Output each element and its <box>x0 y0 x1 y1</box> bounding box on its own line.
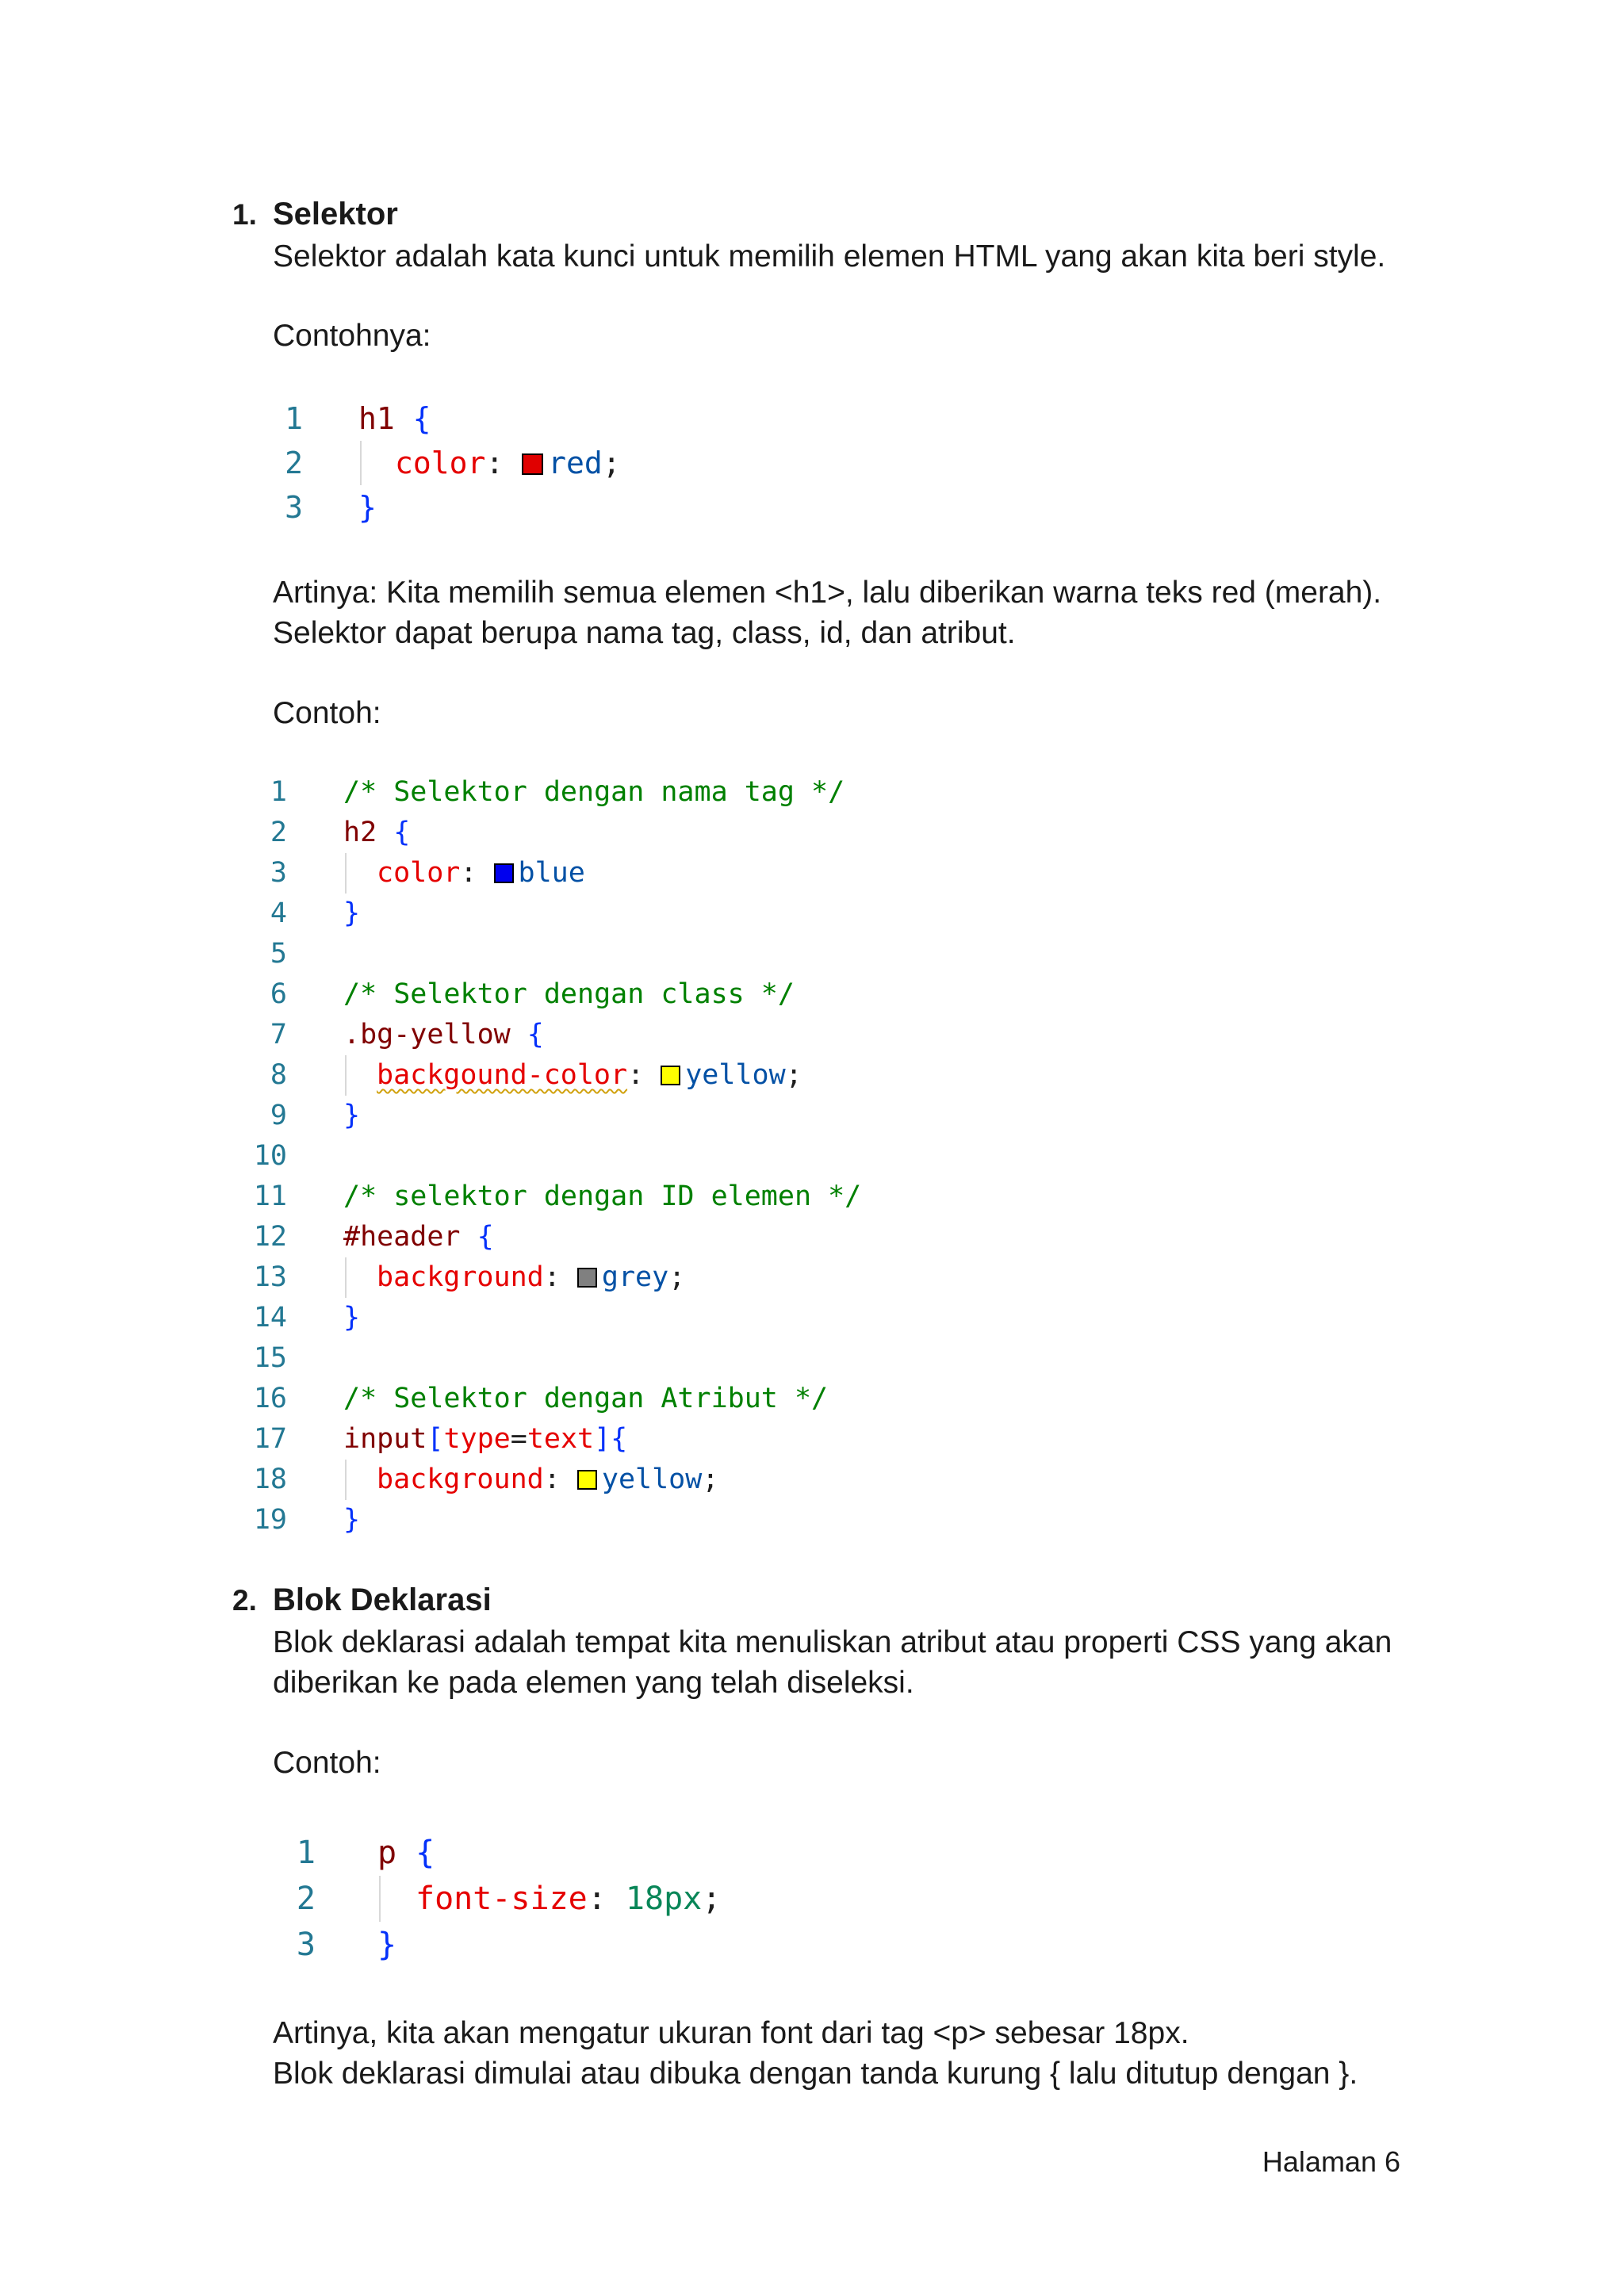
code-token-punc: ; <box>602 446 621 480</box>
code-text <box>416 1876 721 1922</box>
code-text <box>343 1379 828 1419</box>
code-token-punc: : <box>543 1261 577 1293</box>
line-number: 15 <box>253 1342 287 1374</box>
color-swatch-yellow <box>577 1470 597 1490</box>
code-text <box>343 1419 627 1460</box>
line-number: 13 <box>253 1261 287 1293</box>
line-number: 12 <box>253 1221 287 1253</box>
code-text <box>343 1177 861 1217</box>
section-1-example-label: Contohnya: <box>273 319 431 353</box>
line-number: 2 <box>270 817 287 848</box>
code-token-punc: ; <box>702 1881 722 1917</box>
code-token-sel: h1 <box>358 401 413 436</box>
code-token-brace: ]{ <box>594 1423 628 1455</box>
code-text <box>377 1055 802 1096</box>
code-token-val: yellow <box>685 1059 786 1091</box>
code-token-brace: } <box>343 897 361 929</box>
code-text <box>343 1015 544 1055</box>
code-token-sel: input <box>343 1423 427 1455</box>
line-number: 10 <box>253 1140 287 1172</box>
code-token-com: /* Selektor dengan nama tag */ <box>343 776 845 808</box>
code-token-brace: } <box>377 1927 397 1963</box>
code-token-com: /* Selektor dengan Atribut */ <box>343 1383 829 1414</box>
line-number: 16 <box>253 1383 287 1414</box>
section-2-example-label: Contoh: <box>273 1746 381 1780</box>
code-text <box>343 813 410 853</box>
code-text <box>395 441 621 485</box>
code-token-com: /* selektor dengan ID elemen */ <box>343 1181 862 1212</box>
line-number: 2 <box>285 446 303 480</box>
indent-guide <box>379 1876 381 1922</box>
line-number: 1 <box>270 776 287 808</box>
code-token-sel: #header <box>343 1221 477 1253</box>
line-number: 5 <box>270 938 287 970</box>
code-text <box>343 1298 360 1338</box>
page-number: Halaman 6 <box>1262 2145 1400 2178</box>
section-2-explanation-1: Artinya, kita akan mengatur ukuran font dari tag <p> sebesar 18px. <box>273 2016 1189 2050</box>
code-token-brace: } <box>343 1302 361 1334</box>
code-token-com: /* Selektor dengan class */ <box>343 978 795 1010</box>
section-2-intro-2: diberikan ke pada elemen yang telah diseleksi. <box>273 1666 914 1700</box>
color-swatch-blue <box>494 863 514 883</box>
line-number: 2 <box>296 1881 316 1917</box>
code-text <box>377 853 585 894</box>
code-token-val: blue <box>518 857 585 889</box>
indent-guide <box>345 1055 347 1096</box>
code-token-punc: ; <box>702 1464 719 1495</box>
line-number: 4 <box>270 897 287 929</box>
code-token-val: grey <box>601 1261 669 1293</box>
line-number: 14 <box>253 1302 287 1334</box>
code-token-prop: color <box>395 446 486 480</box>
line-number: 3 <box>296 1927 316 1963</box>
indent-guide <box>360 441 362 485</box>
line-number: 11 <box>253 1181 287 1212</box>
code-token-prop: background <box>377 1464 544 1495</box>
code-token-brace: { <box>393 817 411 848</box>
code-token-prop: type <box>443 1423 511 1455</box>
code-token-num: 18px <box>625 1881 703 1917</box>
code-token-punc: : <box>587 1881 626 1917</box>
code-text <box>343 1096 360 1136</box>
code-token-squig: backgound-color <box>377 1059 628 1091</box>
indent-guide <box>345 1460 347 1500</box>
code-token-brace: { <box>416 1835 435 1871</box>
code-token-val: red <box>548 446 603 480</box>
code-text <box>343 1500 360 1540</box>
line-number: 6 <box>270 978 287 1010</box>
section-2-explanation-2: Blok deklarasi dimulai atau dibuka dengan tanda kurung { lalu ditutup dengan }. <box>273 2057 1358 2091</box>
code-text <box>377 1830 435 1876</box>
code-text <box>343 772 845 813</box>
indent-guide <box>345 853 347 894</box>
code-token-punc: : <box>460 857 494 889</box>
section-1-number: 1. <box>232 198 257 231</box>
section-1-title: Selektor <box>273 197 398 232</box>
code-text <box>377 1460 718 1500</box>
code-token-punc: : <box>543 1464 577 1495</box>
line-number: 17 <box>253 1423 287 1455</box>
code-text <box>358 485 377 530</box>
color-swatch-red <box>522 453 543 475</box>
section-1-explanation-2: Selektor dapat berupa nama tag, class, id, dan atribut. <box>273 616 1016 650</box>
color-swatch-yellow <box>661 1066 680 1085</box>
code-text <box>343 894 360 934</box>
line-number: 18 <box>253 1464 287 1495</box>
color-swatch-grey <box>577 1268 597 1288</box>
section-2-intro-1: Blok deklarasi adalah tempat kita menuliskan atribut atau properti CSS yang akan <box>273 1625 1392 1659</box>
code-token-brace: } <box>343 1100 361 1131</box>
code-token-punc: : <box>627 1059 661 1091</box>
line-number: 9 <box>270 1100 287 1131</box>
section-1-example2-label: Contoh: <box>273 696 381 730</box>
section-1-intro: Selektor adalah kata kunci untuk memilih elemen HTML yang akan kita beri style. <box>273 239 1386 274</box>
section-1-explanation-1: Artinya: Kita memilih semua elemen <h1>, lalu diberikan warna teks red (merah). <box>273 576 1382 610</box>
line-number: 8 <box>270 1059 287 1091</box>
section-2-number: 2. <box>232 1584 257 1617</box>
code-token-punc: = <box>510 1423 527 1455</box>
code-token-brace: { <box>527 1019 544 1050</box>
code-token-punc: ; <box>668 1261 686 1293</box>
code-token-val: yellow <box>601 1464 703 1495</box>
line-number: 1 <box>285 401 303 436</box>
line-number: 19 <box>253 1504 287 1536</box>
code-token-brace: } <box>343 1504 361 1536</box>
section-2-title: Blok Deklarasi <box>273 1582 492 1617</box>
code-token-sel: .bg-yellow <box>343 1019 527 1050</box>
code-text <box>377 1922 396 1968</box>
code-text <box>358 396 431 441</box>
code-token-punc: ; <box>785 1059 802 1091</box>
code-text <box>377 1257 685 1298</box>
code-token-punc: : <box>485 446 523 480</box>
code-token-brace: { <box>412 401 431 436</box>
code-text <box>343 1217 494 1257</box>
code-token-brace: [ <box>427 1423 444 1455</box>
line-number: 3 <box>285 490 303 525</box>
code-token-prop: text <box>527 1423 595 1455</box>
code-token-sel: h2 <box>343 817 394 848</box>
code-token-brace: { <box>477 1221 494 1253</box>
code-token-prop: background <box>377 1261 544 1293</box>
line-number: 1 <box>296 1835 316 1871</box>
line-number: 7 <box>270 1019 287 1050</box>
line-number: 3 <box>270 857 287 889</box>
indent-guide <box>345 1257 347 1298</box>
code-token-sel: p <box>377 1835 416 1871</box>
code-token-brace: } <box>358 490 377 525</box>
code-token-prop: color <box>377 857 461 889</box>
code-token-prop: font-size <box>416 1881 588 1917</box>
code-text <box>343 974 795 1015</box>
